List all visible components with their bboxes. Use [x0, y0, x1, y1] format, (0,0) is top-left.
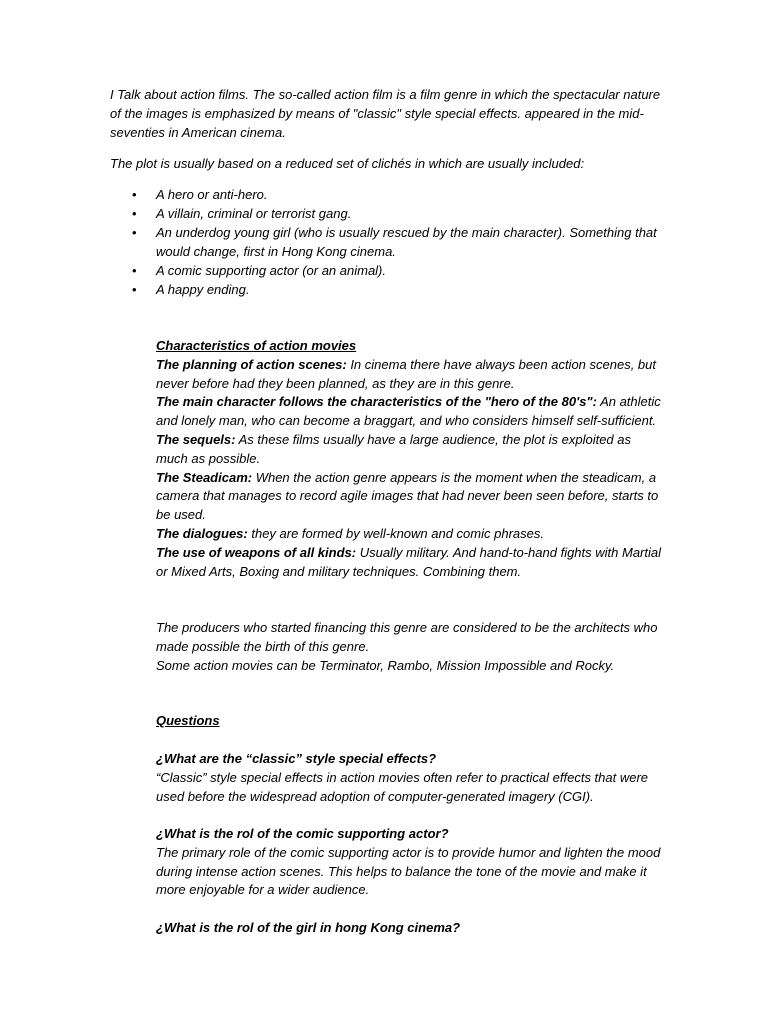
characteristics-heading: Characteristics of action movies	[156, 338, 357, 353]
list-item: • A comic supporting actor (or an animal).	[132, 263, 387, 278]
question-text: ¿What is the rol of the comic supporting actor?	[156, 826, 449, 841]
intro-paragraph: I Talk about action films. The so-called action film is a film genre in which the spectacular nature of the images is emphasized by means of "classic" style special effects. appeared in the mid-seventies in American cinema.	[110, 87, 661, 140]
list-item: • An underdog young girl (who is usually rescued by the main character). Something that would change, first in Hong Kong cinema.	[132, 225, 657, 259]
question-block	[156, 825, 666, 900]
list-item: • A happy ending.	[132, 282, 250, 297]
characteristic-item: The planning of action scenes: In cinema there have always been action scenes, but never before had they been planned, as they are in this genre.	[156, 356, 656, 391]
question-text: ¿What is the rol of the girl in hong Kong cinema?	[156, 920, 461, 935]
questions-heading: Questions	[156, 713, 220, 728]
plot-intro: The plot is usually based on a reduced set of clichés in which are usually included:	[110, 156, 585, 171]
bullet-icon: •	[132, 225, 137, 240]
question-block	[156, 919, 666, 938]
question-text: ¿What are the “classic” style special effects?	[156, 751, 437, 766]
characteristic-item: The use of weapons of all kinds: Usually military. And hand-to-hand fights with Martial or Mixed Arts, Boxing and military techniques. Combining them.	[156, 544, 661, 579]
example-movies-line: Some action movies can be Terminator, Rambo, Mission Impossible and Rocky.	[156, 657, 615, 673]
characteristic-item: The sequels: As these films usually have a large audience, the plot is exploited as much as possible.	[156, 431, 631, 466]
list-item: • A villain, criminal or terrorist gang.	[132, 206, 352, 221]
producers-line: The producers who started financing this genre are considered to be the architects who made possible the birth of this genre.	[156, 620, 658, 654]
list-item: • A hero or anti-hero.	[132, 187, 268, 202]
answer-text: The primary role of the comic supporting actor is to provide humor and lighten the mood during intense action scenes. This helps to balance the tone of the movie and make it more enjoyable for a wider audience.	[156, 844, 661, 898]
bullet-icon: •	[132, 263, 137, 278]
answer-text: “Classic” style special effects in action movies often refer to practical effects that were used before the widespread adoption of computer-generated imagery (CGI).	[156, 769, 649, 804]
cliche-list	[132, 185, 666, 299]
characteristic-item: The Steadicam: When the action genre appears is the moment when the steadicam, a camera that manages to record agile images that had never been seen before, starts to be used.	[156, 469, 659, 523]
characteristic-item: The dialogues: they are formed by well-known and comic phrases.	[156, 525, 544, 541]
bullet-icon: •	[132, 206, 137, 221]
characteristics-section	[156, 337, 666, 581]
characteristic-item: The main character follows the characteristics of the "hero of the 80's": An athletic and lonely man, who can become a braggart, and who considers himself self-sufficient.	[156, 394, 661, 429]
question-block	[156, 750, 666, 806]
producers-paragraph	[156, 619, 666, 675]
bullet-icon: •	[132, 282, 137, 297]
bullet-icon: •	[132, 187, 137, 202]
